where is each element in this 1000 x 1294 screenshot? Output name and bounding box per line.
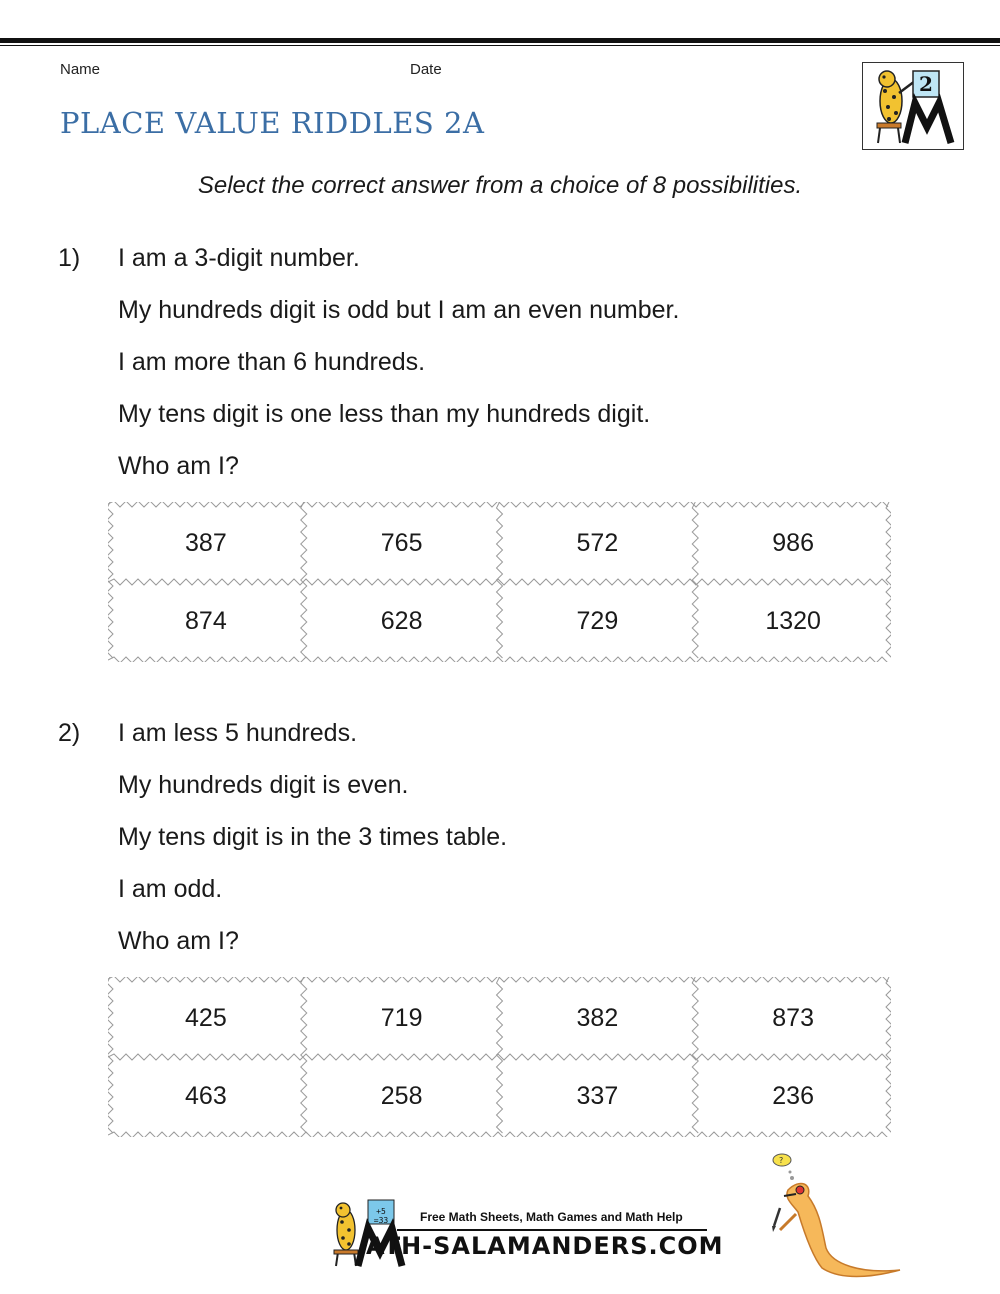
footer-rule [397,1229,707,1231]
question-1-line: My hundreds digit is odd but I am an even number. [118,296,680,324]
choice-cell[interactable]: 572 [576,528,619,557]
grade-badge: 2 [919,72,933,96]
header-rule-thick [0,38,1000,43]
choice-cell[interactable]: 873 [772,1003,814,1032]
choice-cell[interactable]: 719 [380,1003,423,1032]
choice-cell[interactable]: 337 [576,1081,619,1110]
question-2-number: 2) [58,719,81,747]
question-2-line: I am odd. [118,875,223,903]
choice-cell[interactable]: 382 [576,1003,619,1032]
header-rule-thin [0,45,1000,46]
salamander-pencil-icon [760,1152,910,1287]
choice-cell[interactable]: 628 [380,606,423,635]
choice-cell[interactable]: 1320 [765,606,821,635]
footer-site-name[interactable]: ATH-SALAMANDERS.COM [366,1232,724,1260]
question-2-choices [108,977,891,1137]
grade-logo [862,62,964,150]
instruction-text: Select the correct answer from a choice of 8 possibilities. [197,172,803,199]
page-title: PLACE VALUE RIDDLES 2A [60,106,485,140]
footer-mini-sums: +5 =33 [373,1207,389,1225]
name-label: Name [60,61,101,78]
question-1-line: Who am I? [118,452,239,480]
question-2-line: Who am I? [118,927,239,955]
choice-cell[interactable]: 463 [185,1081,227,1110]
choice-cell[interactable]: 986 [772,528,814,557]
choice-cell[interactable]: 387 [185,528,227,557]
choice-cell[interactable]: 236 [772,1081,814,1110]
choice-cell[interactable]: 729 [576,606,619,635]
question-2-line: My tens digit is in the 3 times table. [118,823,508,851]
question-2-line: My hundreds digit is even. [118,771,409,799]
question-1-line: I am more than 6 hundreds. [118,348,426,376]
choice-cell[interactable]: 874 [185,606,227,635]
svg-text:?: ? [779,1156,784,1165]
question-1-choices [108,502,891,662]
question-1-number: 1) [58,244,81,272]
question-1-line: My tens digit is one less than my hundreds digit. [118,400,651,428]
choice-cell[interactable]: 258 [380,1081,423,1110]
date-label: Date [410,61,442,78]
choice-cell[interactable]: 765 [380,528,423,557]
choice-cell[interactable]: 425 [185,1003,227,1032]
question-2-line: I am less 5 hundreds. [118,719,358,747]
question-1-line: I am a 3-digit number. [118,244,360,272]
footer-tagline: Free Math Sheets, Math Games and Math Help [420,1210,683,1224]
